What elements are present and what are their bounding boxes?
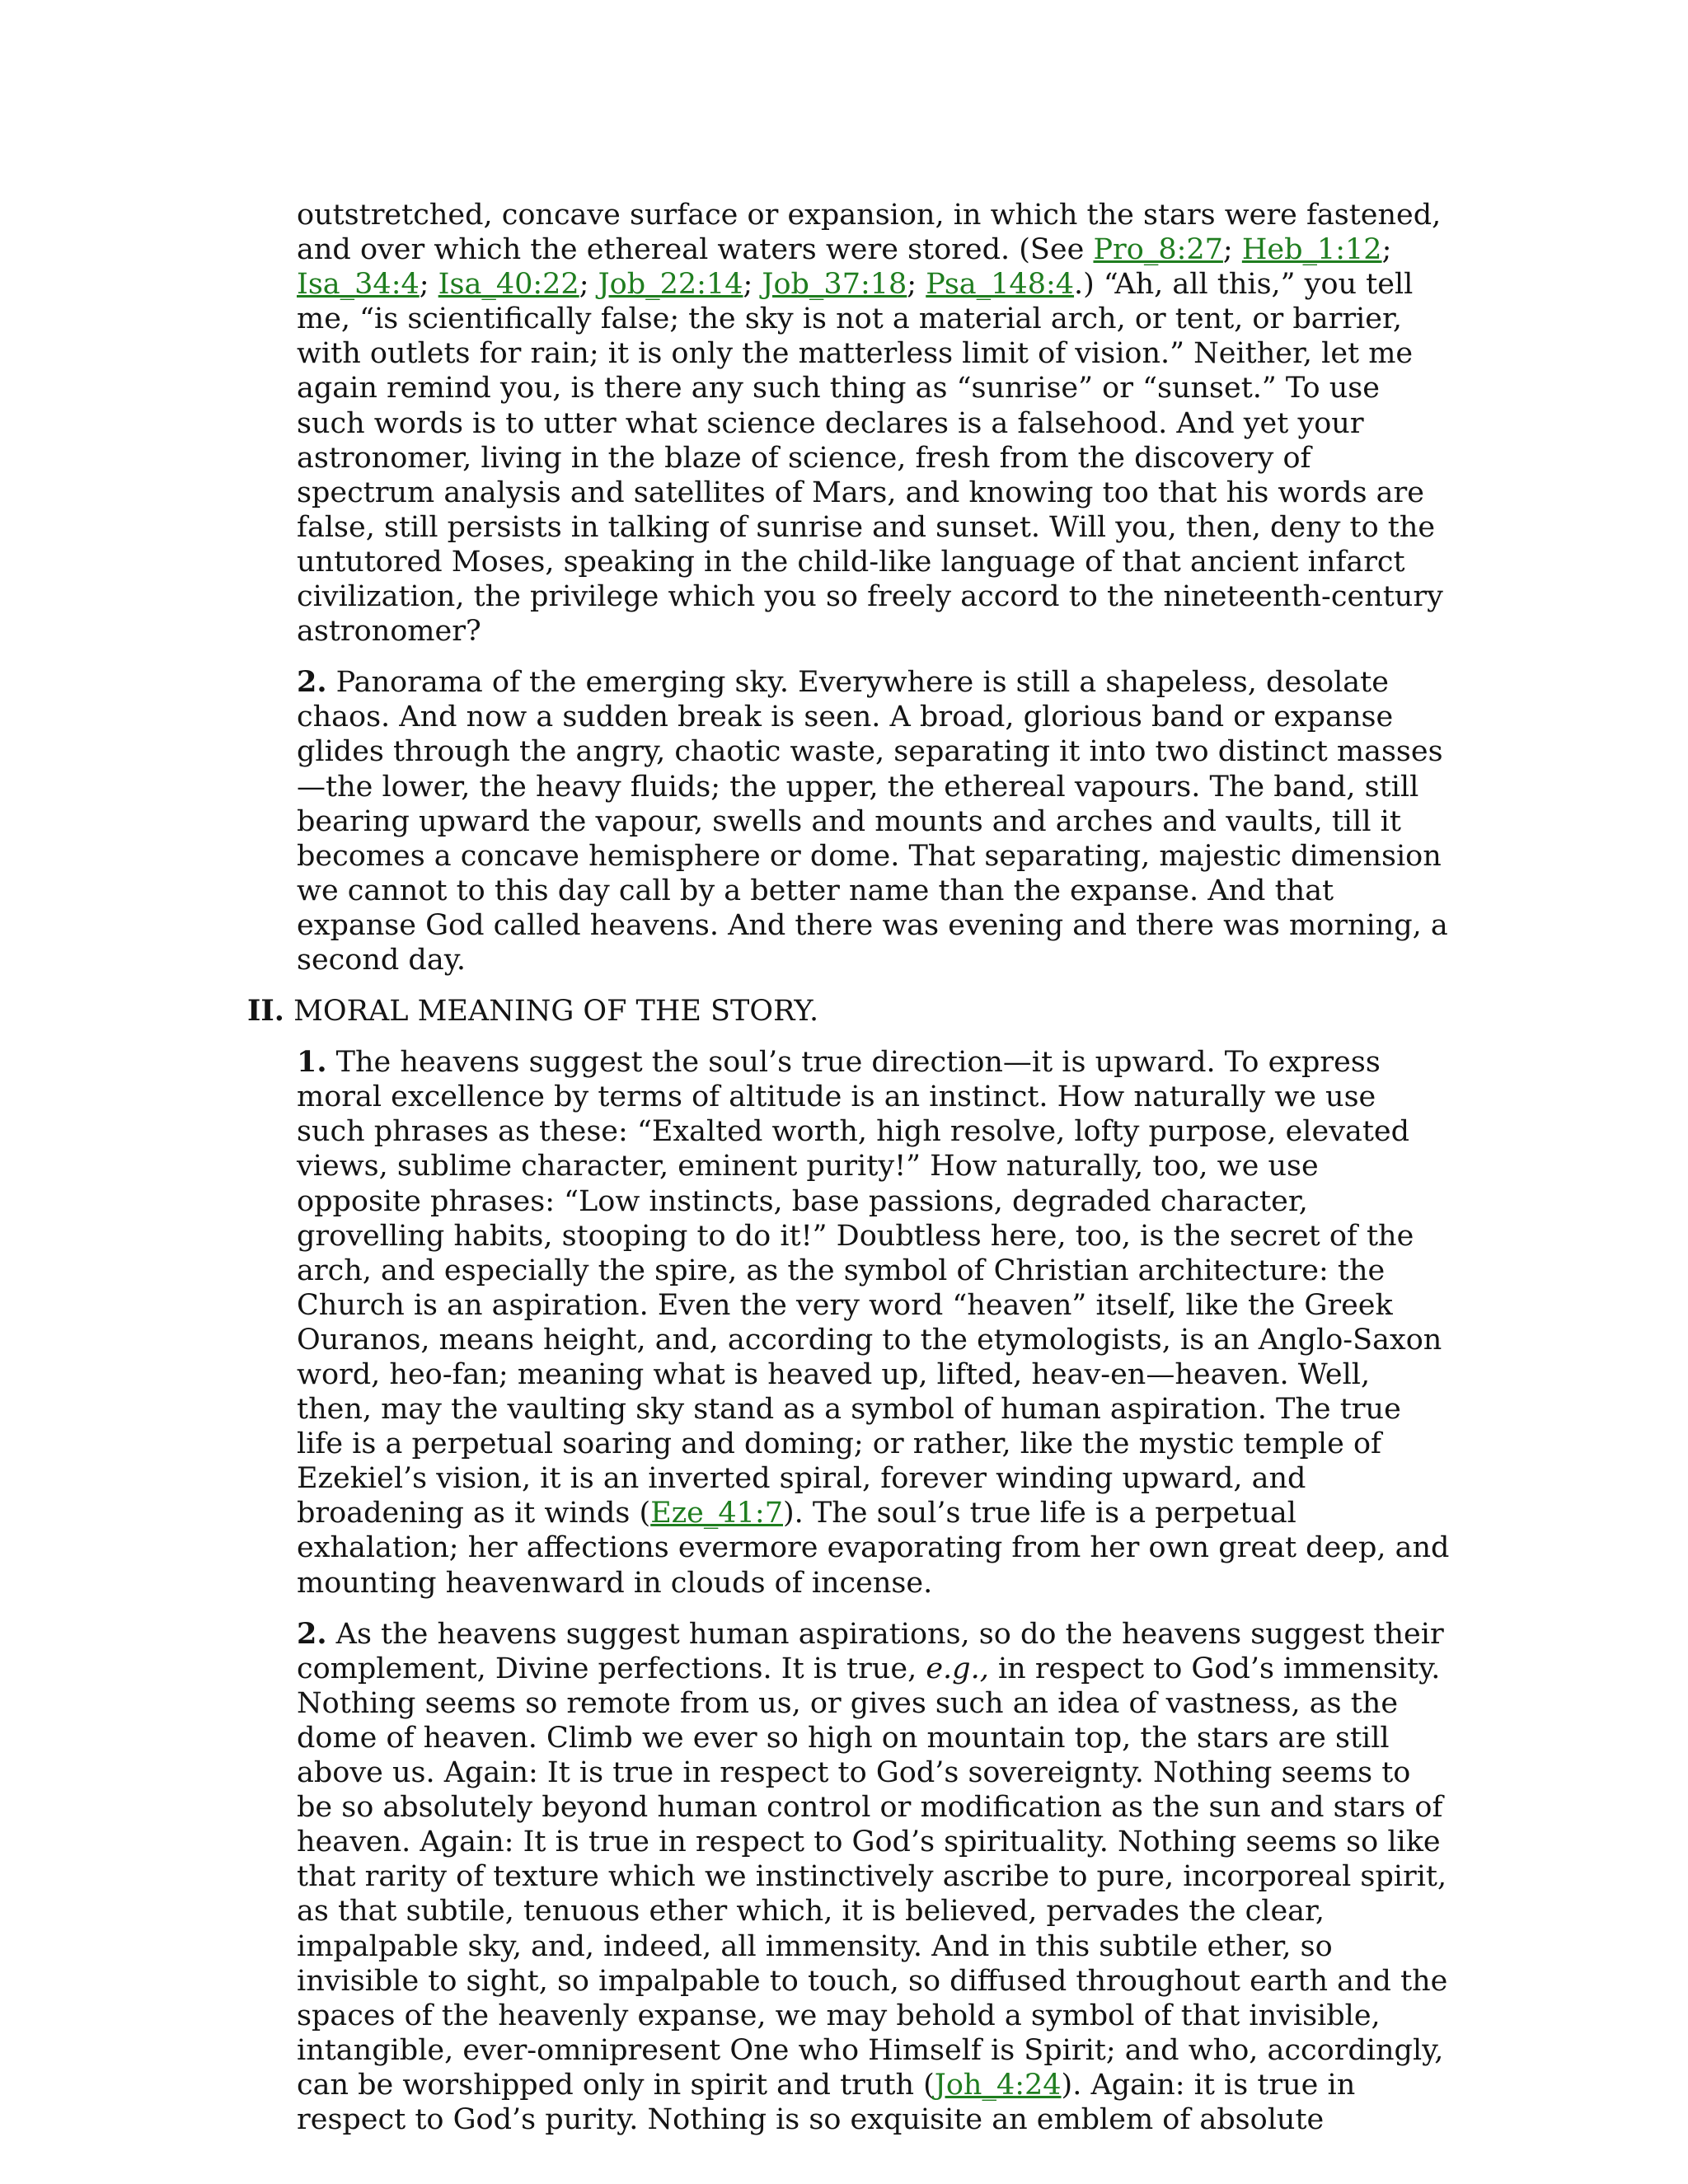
separator: ; bbox=[1381, 233, 1392, 267]
point-number: 1. bbox=[297, 1045, 327, 1080]
paragraph-text: .) “Ah, all this,” you tell me, “is scientifically false; the sky is not a material arch, or tent, or barrier, with outlets for rain; it is only the matterless limit of vision.” Neither, let me again remind you, is there any such thing as “sunrise” or “sunset.” To use such words is to utter what science declares is a falsehood. And yet your astronomer, living in the blaze of science, fresh from the discovery of spectrum analysis and satellites of Mars, and knowing too that his words are false, still persists in talking of sunrise and sunset. Will you, then, deny to the untutored Moses, speaking in the child-like language of that ancient infarct civilization, the privilege which you so freely accord to the nineteenth-century astronomer? bbox=[297, 268, 1443, 649]
paragraph-text: ). Again: it is true in respect to God’s purity. Nothing is so exquisite an emblem of absolute bbox=[297, 2068, 1356, 2136]
paragraph-text: in respect to God’s immensity. Nothing seems so remote from us, or gives such an idea of vastness, as the dome of heaven. Climb we ever so high on mountain top, the stars are still above us. Again: It is true in respect to God’s sovereignty. Nothing seems to be so absolutely beyond human control or modification as the sun and stars of heaven. Again: It is true in respect to God’s spirituality. Nothing seems so like that rarity of texture which we instinctively ascribe to pure, incorporeal spirit, as that subtile, tenuous ether which, it is believed, pervades the clear, impalpable sky, and, indeed, all immensity. And in this subtile ether, so invisible to sight, so impalpable to touch, so diffused throughout earth and the spaces of the heavenly expanse, we may behold a symbol of that invisible, intangible, ever-omnipresent One who Himself is Spirit; and who, accordingly, can be worshipped only in spirit and truth ( bbox=[297, 1652, 1448, 2102]
paragraph-sky-arch bbox=[297, 198, 1451, 649]
scripture-link-isa-40-22[interactable]: Isa_40:22 bbox=[438, 268, 579, 302]
point-number: 2. bbox=[297, 1616, 327, 1651]
separator: ; bbox=[579, 268, 598, 302]
section-number: II. bbox=[247, 994, 284, 1029]
scripture-link-pro-8-27[interactable]: Pro_8:27 bbox=[1093, 233, 1223, 267]
paragraph-divine-perfections bbox=[297, 1617, 1451, 2137]
paragraph-panorama bbox=[297, 665, 1451, 977]
paragraph-text: ). The soul’s true life is a perpetual exhalation; her affections evermore evaporating from her own great deep, and mounting heavenward in clouds of incense. bbox=[297, 1497, 1450, 1600]
document-page bbox=[247, 198, 1451, 2154]
paragraph-text: outstretched, concave surface or expansion, in which the stars were fastened, and over which the ethereal waters were stored. (See bbox=[297, 199, 1442, 267]
paragraph-text: The heavens suggest the soul’s true direction—it is upward. To express moral excellence by terms of altitude is an instinct. How naturally we use such phrases as these: “Exalted worth, high resolve, lofty purpose, elevated views, sublime character, eminent purity!” How naturally, too, we use opposite phrases: “Low instincts, base passions, degraded character, grovelling habits, stooping to do it!” Doubtless here, too, is the secret of the arch, and especially the spire, as the symbol of Christian architecture: the Church is an aspiration. Even the very word “heaven” itself, like the Greek Ouranos, means height, and, according to the etymologists, is an Anglo-Saxon word, heo-fan; meaning what is heaved up, lifted, heav-en—heaven. Well, then, may the vaulting sky stand as a symbol of human aspiration. The true life is a perpetual soaring and doming; or rather, like the mystic temple of Ezekiel’s vision, it is an inverted spiral, forever winding upward, and broadening as it winds ( bbox=[297, 1046, 1442, 1530]
scripture-link-job-37-18[interactable]: Job_37:18 bbox=[762, 268, 907, 302]
section-title: MORAL MEANING OF THE STORY. bbox=[284, 995, 819, 1029]
scripture-link-psa-148-4[interactable]: Psa_148:4 bbox=[926, 268, 1075, 302]
italic-eg: e.g., bbox=[926, 1652, 989, 1685]
separator: ; bbox=[743, 268, 762, 302]
section-heading bbox=[247, 994, 1401, 1029]
paragraph-text: Panorama of the emerging sky. Everywhere is still a shapeless, desolate chaos. And now a sudden break is seen. A broad, glorious band or expanse glides through the angry, chaotic waste, separating it into two distinct masses—the lower, the heavy fluids; the upper, the ethereal vapours. The band, still bearing upward the vapour, swells and mounts and arches and vaults, till it becomes a concave hemisphere or dome. That separating, majestic dimension we cannot to this day call by a better name than the expanse. And that expanse God called heavens. And there was evening and there was morning, a second day. bbox=[297, 666, 1448, 977]
paragraph-text: As the heavens suggest human aspirations, so do the heavens suggest their complement, Divine perfections. It is true, bbox=[297, 1617, 1444, 1685]
point-number: 2. bbox=[297, 665, 327, 700]
scripture-link-job-22-14[interactable]: Job_22:14 bbox=[598, 268, 743, 302]
scripture-link-eze-41-7[interactable]: Eze_41:7 bbox=[650, 1497, 783, 1530]
scripture-link-joh-4-24[interactable]: Joh_4:24 bbox=[934, 2068, 1062, 2102]
paragraph-souls-direction bbox=[297, 1045, 1451, 1601]
separator: ; bbox=[1222, 233, 1242, 267]
scripture-link-isa-34-4[interactable]: Isa_34:4 bbox=[297, 268, 420, 302]
separator: ; bbox=[419, 268, 438, 302]
scripture-link-heb-1-12[interactable]: Heb_1:12 bbox=[1241, 233, 1382, 267]
separator: ; bbox=[907, 268, 926, 302]
